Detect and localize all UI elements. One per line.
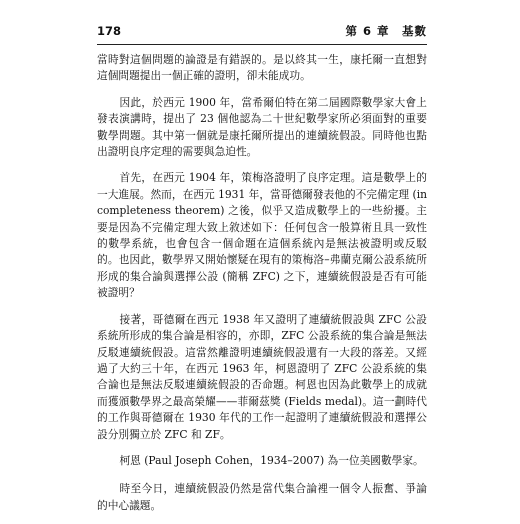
- paragraph-continuation: 當時對這個問題的論證是有錯誤的。是以終其一生，康托爾一直想對這個問題提出一個正確的證明，卻未能成功。: [97, 53, 427, 83]
- chapter-title: 第 6 章 基數: [345, 24, 427, 38]
- page-header: [97, 22, 427, 45]
- paragraph-conclusion: 時至今日，連續統假設仍然是當代集合論裡一個令人振奮、爭論的中心議題。: [97, 482, 427, 512]
- page-number: 178: [97, 24, 122, 38]
- paragraph-hilbert: 因此，於西元 1900 年，當希爾伯特在第二屆國際數學家大會上發表演講時，提出了 23 個他認為二十世紀數學家所必須面對的重要數學問題。其中第一個就是康托爾所提出的連續統假設。同時他也點出證明良序定理的需要與急迫性。: [97, 95, 427, 159]
- body-text: [97, 52, 427, 524]
- paragraph-cohen-independence: 接著，哥德爾在西元 1938 年又證明了連續統假設與 ZFC 公設系統所形成的集合論是相容的，亦即，ZFC 公設系統的集合論是無法反駁連續統假設。這當然離證明連續統假設還有一大段的落差。又經過了大約三十年，在西元 1963 年，柯恩證明了 ZFC 公設系統的集合論也是無法反駁連續統假設的否命題。柯恩也因為此數學上的成就而獲頒數學界之最高榮耀——菲爾茲獎 (Fields medal)。這一劃時代的工作與哥德爾在 1930 年代的工作一起證明了連續統假設和選擇公設分別獨立於 ZFC 和 ZF。: [97, 312, 427, 441]
- paragraph-zermelo-godel: 首先，在西元 1904 年，策梅洛證明了良序定理。這是數學上的一大進展。然而，在西元 1931 年，當哥德爾發表他的不完備定理 (incompleteness theorem) 之後，似乎又造成數學上的一些紛擾。主要是因為不完備定理大致上敘述如下：任何包含一般算術且具一致性的數學系統，也會包含一個命題在這個系統內是無法被證明或反駁的。也因此，數學界又開始懷疑在現有的策梅洛–弗蘭克爾公設系統所形成的集合論與選擇公設 (簡稱 ZFC) 之下，連續統假設是否有可能被證明？: [97, 171, 427, 300]
- paragraph-cohen-note: 柯恩 (Paul Joseph Cohen，1934–2007) 為一位美國數學家。: [119, 453, 424, 467]
